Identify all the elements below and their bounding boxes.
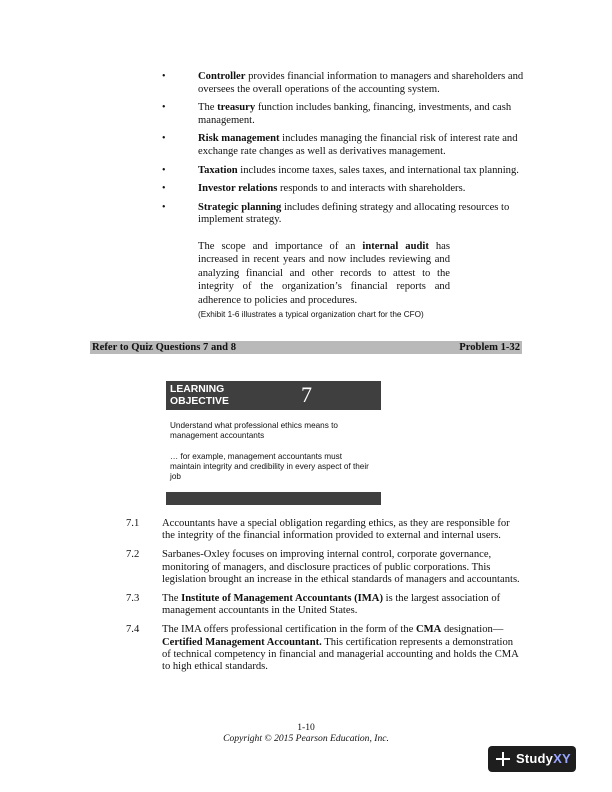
reference-bar	[90, 341, 522, 354]
item-term: CMA	[415, 624, 442, 636]
bullet-text: provides financial information to managers and shareholders and oversees the overall operations of the accounting system.	[198, 71, 524, 95]
bullet-item	[148, 183, 528, 196]
studyxy-badge[interactable]	[488, 746, 576, 772]
bullet-text: includes managing the financial risk of interest rate and exchange rate changes as well as derivatives management.	[198, 133, 518, 157]
paragraph-term: internal audit	[362, 241, 429, 252]
bullet-dot: •	[162, 164, 166, 176]
learning-objective-header	[166, 381, 381, 410]
numbered-item	[126, 593, 522, 617]
item-number: 7.3	[126, 593, 140, 605]
paragraph-text-pre: The scope and importance of an	[198, 241, 363, 252]
label-line-1: LEARNING	[170, 384, 225, 395]
bullet-dot: •	[162, 201, 166, 213]
item-term: Institute of Management Accountants (IMA)	[181, 593, 383, 605]
bullet-text: responds to and interacts with shareholders.	[277, 183, 466, 195]
numbered-item	[126, 624, 522, 673]
bullet-term: treasury	[217, 102, 256, 114]
numbered-item	[126, 518, 522, 542]
item-text: The	[162, 593, 182, 605]
item-number: 7.1	[126, 518, 140, 529]
bullet-item	[148, 165, 528, 178]
internal-audit-paragraph	[198, 240, 450, 307]
paragraph-text: has increased in recent years and now includes reviewing and analyzing financial and other records to attest to the integrity of the organization’s financial reports and adherence to policies and procedures.	[198, 241, 450, 306]
bullet-dot: •	[162, 133, 166, 145]
role-bullet-list	[148, 71, 528, 233]
item-text: is the largest association of management accountants in the United States.	[162, 593, 501, 617]
item-text: The IMA offers professional certification in the form of the	[162, 624, 416, 636]
learning-objective-statement: Understand what professional ethics means to management accountants	[170, 421, 338, 440]
numbered-item	[126, 549, 522, 586]
bullet-dot: •	[162, 183, 166, 195]
bullet-term: Risk management	[198, 133, 280, 145]
item-text: Accountants have a special obligation regarding ethics, as they are responsible for the integrity of the financial information provided to external and internal users.	[162, 518, 510, 542]
numbered-items	[126, 518, 522, 680]
bullet-term: Strategic planning	[198, 201, 282, 213]
bullet-item	[148, 133, 528, 158]
badge-text-accent: XY	[553, 751, 571, 766]
bullet-text-pre: The	[198, 102, 218, 114]
bullet-text: includes income taxes, sales taxes, and international tax planning.	[237, 164, 519, 176]
item-text: Sarbanes-Oxley focuses on improving internal control, corporate governance, monitoring of managers, and disclosure practices of public corporations. This legislation brought an increase in the ethical standards of managers and accountants.	[162, 549, 520, 585]
bullet-term: Taxation	[198, 164, 238, 176]
bullet-item	[148, 71, 528, 96]
bullet-term: Controller	[198, 71, 246, 82]
badge-label	[516, 750, 571, 768]
item-text: This certification represents a demonstration of technical competency in financial and managerial accounting and holds the CMA to high ethical standards.	[162, 636, 519, 673]
badge-text-main: Study	[516, 751, 554, 766]
bullet-item	[148, 102, 528, 127]
item-number: 7.2	[126, 549, 140, 561]
bullet-term: Investor relations	[198, 183, 278, 195]
learning-objective-box	[166, 381, 381, 505]
learning-objective-footer-bar	[166, 492, 381, 505]
bullet-dot: •	[162, 102, 166, 114]
quiz-reference: Refer to Quiz Questions 7 and 8	[92, 342, 236, 353]
copyright: Copyright © 2015 Pearson Education, Inc.	[223, 733, 389, 744]
bullet-text: function includes banking, financing, investments, and cash management.	[198, 102, 512, 126]
learning-objective-number: 7	[301, 382, 312, 407]
exhibit-note: (Exhibit 1-6 illustrates a typical organization chart for the CFO)	[198, 310, 424, 319]
bullet-dot: •	[162, 71, 166, 82]
plus-icon	[494, 750, 512, 768]
page-number: 1-10	[297, 722, 315, 733]
item-term: Certified Management Accountant.	[162, 636, 322, 648]
bullet-text: includes defining strategy and allocating resources to implement strategy.	[198, 201, 510, 226]
bullet-item	[148, 202, 528, 227]
item-text: designation—	[441, 624, 504, 636]
learning-objective-label	[170, 384, 260, 408]
learning-objective-example: … for example, management accountants must maintain integrity and credibility in every aspect of their job	[170, 452, 369, 481]
label-line-2: OBJECTIVE	[170, 396, 229, 407]
item-number: 7.4	[126, 624, 140, 636]
problem-reference: Problem 1-32	[459, 342, 520, 353]
